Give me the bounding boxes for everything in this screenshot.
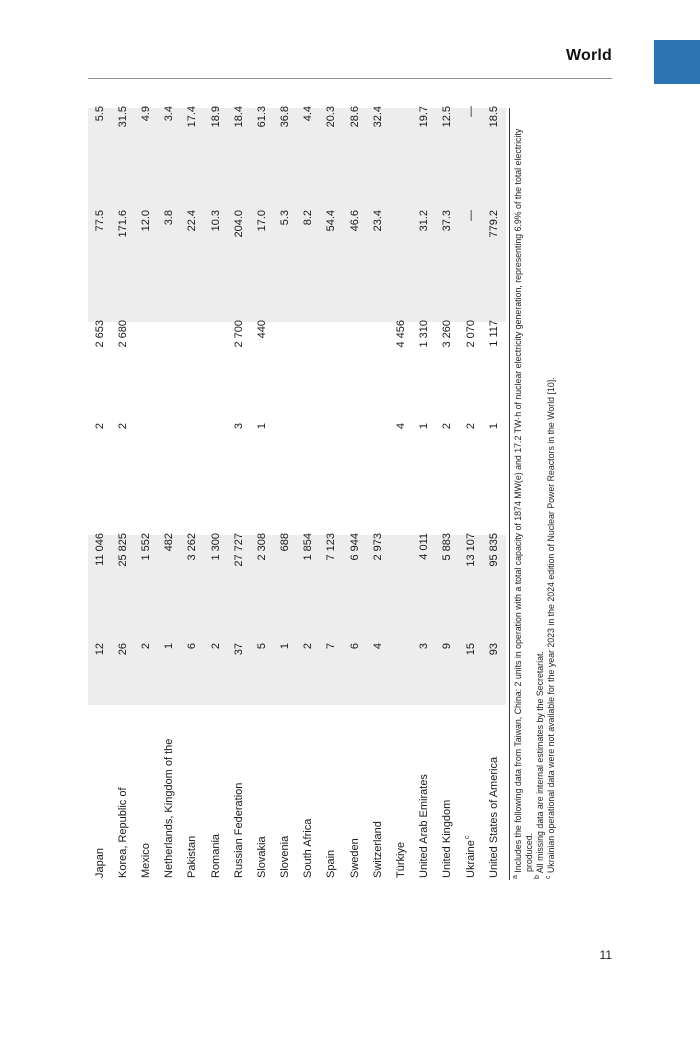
electricity-supplied-cell: 204.0 bbox=[232, 210, 245, 238]
country-cell: Türkiye bbox=[395, 841, 408, 878]
header-rule bbox=[88, 78, 612, 79]
units-in-operation-cell: 6 bbox=[186, 643, 199, 650]
electricity-supplied-cell: 10.3 bbox=[209, 210, 222, 232]
nuclear-share-cell: 31.5 bbox=[116, 106, 129, 128]
capacity-in-operation-cell: 95 835 bbox=[487, 533, 500, 567]
units-in-operation-cell: 15 bbox=[464, 643, 477, 656]
nuclear-share-cell: 19.7 bbox=[418, 106, 431, 128]
footnotes bbox=[513, 108, 557, 880]
table-row bbox=[88, 88, 111, 880]
capacity-in-operation-cell: 688 bbox=[279, 533, 292, 552]
table-row bbox=[320, 88, 343, 880]
capacity-in-operation-cell: 13 107 bbox=[464, 533, 477, 567]
units-in-operation-cell: 9 bbox=[441, 643, 454, 650]
capacity-in-operation-cell: 11 046 bbox=[93, 533, 106, 566]
table-row bbox=[111, 88, 134, 880]
capacity-in-operation-cell: 3 262 bbox=[186, 533, 199, 561]
capacity-under-construction-cell: 1 117 bbox=[487, 320, 500, 347]
section-header: World bbox=[565, 47, 612, 64]
nuclear-share-cell: 61.3 bbox=[255, 106, 268, 128]
electricity-supplied-cell: — bbox=[464, 210, 477, 221]
country-cell: Romania bbox=[209, 833, 222, 878]
capacity-under-construction-cell: 2 700 bbox=[232, 320, 245, 348]
country-cell: Mexico bbox=[139, 843, 152, 878]
nuclear-share-cell: 4.9 bbox=[139, 106, 152, 122]
table-row bbox=[366, 88, 389, 880]
country-cell: Russian Federation bbox=[232, 782, 245, 878]
country-cell: Korea, Republic of bbox=[116, 787, 129, 878]
table-row bbox=[204, 88, 227, 880]
capacity-under-construction-cell: 2 680 bbox=[116, 320, 129, 348]
units-in-operation-cell: 5 bbox=[255, 643, 268, 650]
electricity-supplied-cell: 3.8 bbox=[163, 210, 176, 226]
capacity-under-construction-cell: 3 260 bbox=[441, 320, 454, 348]
capacity-in-operation-cell: 4 011 bbox=[418, 533, 431, 560]
units-in-operation-cell: 2 bbox=[302, 643, 315, 650]
table-row bbox=[181, 88, 204, 880]
units-under-construction-cell: 2 bbox=[441, 423, 454, 430]
nuclear-share-cell: 18.9 bbox=[209, 106, 222, 128]
electricity-supplied-cell: 17.0 bbox=[255, 210, 268, 232]
electricity-supplied-cell: 779.2 bbox=[487, 210, 500, 238]
units-in-operation-cell: 1 bbox=[163, 643, 176, 650]
footnote: $^b$ All missing data are internal estimates by the Secretariat. bbox=[534, 651, 545, 879]
table-row bbox=[297, 88, 320, 880]
country-cell: Pakistan bbox=[186, 835, 199, 878]
capacity-under-construction-cell: 4 456 bbox=[395, 320, 408, 348]
units-under-construction-cell: 2 bbox=[464, 423, 477, 430]
nuclear-share-cell: 18.4 bbox=[232, 106, 245, 128]
table-row bbox=[274, 88, 297, 880]
electricity-supplied-cell: 31.2 bbox=[418, 210, 431, 232]
country-cell: South Africa bbox=[302, 818, 315, 878]
electricity-supplied-cell: 46.6 bbox=[348, 210, 361, 232]
units-under-construction-cell: 2 bbox=[116, 423, 129, 430]
nuclear-share-cell: 36.8 bbox=[279, 106, 292, 128]
table-row bbox=[413, 88, 436, 880]
country-cell: Switzerland bbox=[371, 821, 384, 878]
table-row bbox=[250, 88, 273, 880]
units-in-operation-cell: 1 bbox=[279, 643, 292, 650]
country-cell: Spain bbox=[325, 849, 338, 878]
capacity-in-operation-cell: 2 308 bbox=[255, 533, 268, 561]
table-bottom-rule bbox=[509, 108, 510, 880]
nuclear-share-cell: 12.5 bbox=[441, 106, 454, 128]
units-in-operation-cell: 26 bbox=[116, 643, 129, 656]
table-row bbox=[459, 88, 482, 880]
table-row bbox=[343, 88, 366, 880]
electricity-supplied-cell: 54.4 bbox=[325, 210, 338, 232]
units-in-operation-cell: 4 bbox=[371, 643, 384, 650]
electricity-supplied-cell: 37.3 bbox=[441, 210, 454, 232]
country-cell: United Arab Emirates bbox=[418, 774, 431, 878]
units-under-construction-cell: 1 bbox=[487, 423, 500, 430]
country-cell: Slovenia bbox=[279, 835, 292, 878]
capacity-in-operation-cell: 482 bbox=[163, 533, 176, 552]
capacity-in-operation-cell: 5 883 bbox=[441, 533, 454, 561]
table-rows bbox=[88, 88, 505, 880]
table-row bbox=[134, 88, 157, 880]
nuclear-share-cell: 5.5 bbox=[93, 106, 106, 122]
capacity-under-construction-cell: 2 070 bbox=[464, 320, 477, 348]
rotated-table bbox=[88, 88, 558, 880]
units-in-operation-cell: 7 bbox=[325, 643, 338, 650]
rotated-table-inner bbox=[88, 88, 558, 880]
units-in-operation-cell: 6 bbox=[348, 643, 361, 650]
units-in-operation-cell: 2 bbox=[209, 643, 222, 650]
country-cell: Sweden bbox=[348, 838, 361, 878]
nuclear-share-cell: 20.3 bbox=[325, 106, 338, 128]
electricity-supplied-cell: 23.4 bbox=[371, 210, 384, 232]
nuclear-share-cell: — bbox=[464, 106, 477, 117]
country-cell: United States of America bbox=[487, 756, 500, 878]
country-cell: Slovakia bbox=[255, 836, 268, 878]
footnote: $^c$ Ukrainian operational data were not available for the year 2023 in the 2024 edition of Nuclear Power Reactors in the World [10]. bbox=[545, 377, 556, 879]
nuclear-share-cell: 4.4 bbox=[302, 106, 315, 122]
units-in-operation-cell: 12 bbox=[93, 643, 106, 656]
table-row bbox=[389, 88, 412, 880]
page-number: 11 bbox=[599, 948, 612, 962]
units-under-construction-cell: 4 bbox=[395, 423, 408, 430]
nuclear-share-cell: 3.4 bbox=[163, 106, 176, 122]
capacity-in-operation-cell: 1 300 bbox=[209, 533, 222, 561]
country-cell: Ukraine$^c$ bbox=[463, 835, 477, 878]
table-row bbox=[436, 88, 459, 880]
units-under-construction-cell: 2 bbox=[93, 423, 106, 430]
electricity-supplied-cell: 171.6 bbox=[116, 210, 129, 238]
units-under-construction-cell: 1 bbox=[418, 423, 431, 430]
table-row bbox=[482, 88, 505, 880]
footnote: $^a$ Includes the following data from Taiwan, China: 2 units in operation with a total capacity of 1874 MW(e) and 17.2 TW·h of nuclear electricity generation, representing 6.9% of the total electricity produced. bbox=[512, 128, 534, 879]
electricity-supplied-cell: 5.3 bbox=[279, 210, 292, 226]
capacity-in-operation-cell: 25 825 bbox=[116, 533, 129, 567]
capacity-in-operation-cell: 7 123 bbox=[325, 533, 338, 561]
units-under-construction-cell: 3 bbox=[232, 423, 245, 430]
electricity-supplied-cell: 12.0 bbox=[139, 210, 152, 232]
table-row bbox=[158, 88, 181, 880]
capacity-under-construction-cell: 2 653 bbox=[93, 320, 106, 348]
units-under-construction-cell: 1 bbox=[255, 423, 268, 430]
country-cell: United Kingdom bbox=[441, 799, 454, 878]
table-row bbox=[227, 88, 250, 880]
units-in-operation-cell: 93 bbox=[487, 643, 500, 656]
electricity-supplied-cell: 8.2 bbox=[302, 210, 315, 226]
capacity-in-operation-cell: 1 552 bbox=[139, 533, 152, 561]
units-in-operation-cell: 2 bbox=[139, 643, 152, 650]
nuclear-share-cell: 32.4 bbox=[371, 106, 384, 128]
country-cell: Japan bbox=[93, 848, 106, 878]
electricity-supplied-cell: 77.5 bbox=[93, 210, 106, 232]
capacity-under-construction-cell: 1 310 bbox=[418, 320, 431, 348]
capacity-in-operation-cell: 6 944 bbox=[348, 533, 361, 561]
capacity-under-construction-cell: 440 bbox=[255, 320, 268, 339]
electricity-supplied-cell: 22.4 bbox=[186, 210, 199, 232]
units-in-operation-cell: 37 bbox=[232, 643, 245, 656]
nuclear-share-cell: 18.5 bbox=[487, 106, 500, 128]
capacity-in-operation-cell: 27 727 bbox=[232, 533, 245, 567]
nuclear-share-cell: 28.6 bbox=[348, 106, 361, 128]
units-in-operation-cell: 3 bbox=[418, 643, 431, 650]
country-cell: Netherlands, Kingdom of the bbox=[163, 738, 176, 878]
capacity-in-operation-cell: 2 973 bbox=[371, 533, 384, 561]
section-tab-marker bbox=[654, 40, 700, 84]
nuclear-share-cell: 17.4 bbox=[186, 106, 199, 128]
capacity-in-operation-cell: 1 854 bbox=[302, 533, 315, 561]
